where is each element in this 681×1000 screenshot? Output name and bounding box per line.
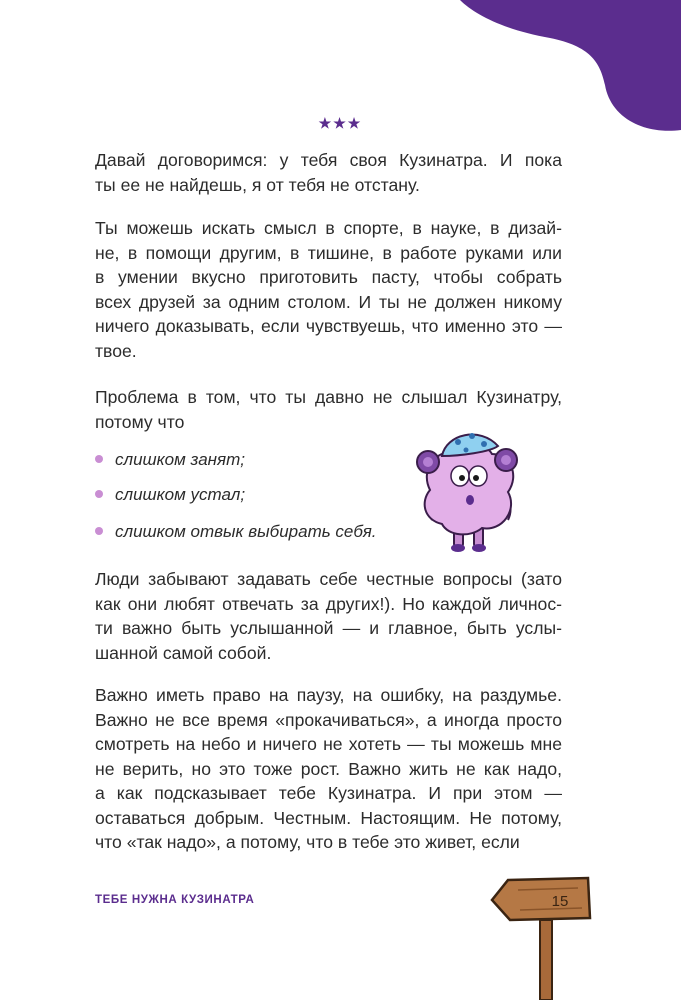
text-line: как они любят отвечать за других!). Но каждой личнос-	[95, 593, 562, 614]
bullet-dot-icon	[95, 527, 103, 535]
paragraph-honest-questions	[95, 567, 562, 665]
text-line: ти важно быть услышанной — и главное, быть услы-	[95, 618, 562, 638]
text-line: не, в помощи другим, в тишине, в работе руками или	[95, 242, 562, 263]
text-line: смотреть на небо и ничего не хотеть — ты можешь мне	[95, 734, 562, 754]
page-number: 15	[551, 893, 569, 910]
text-line: Важно иметь право на паузу, на ошибку, на раздумье.	[95, 685, 562, 705]
text-line: в умении вкусно приготовить пасту, чтобы собрать	[95, 267, 562, 287]
text-line: твое.	[95, 340, 137, 361]
paragraph-search-meaning	[95, 216, 562, 363]
text-line: Ты можешь искать смысл в спорте, в науке, в дизай-	[95, 218, 562, 238]
text-line: шанной самой собой.	[95, 642, 272, 663]
running-footer-title: ТЕБЕ НУЖНА КУЗИНАТРА	[95, 894, 255, 906]
list-item: слишком устал;	[95, 485, 245, 505]
text-line: а как подсказывает тебе Кузинатра. И при этом —	[95, 783, 562, 803]
text-line: оставаться добрым. Честным. Настоящим. Не потому,	[95, 807, 562, 828]
text-line: Люди забывают задавать себе честные вопросы (зато	[95, 569, 562, 589]
wooden-signpost-icon	[488, 870, 598, 1000]
section-separator-stars: ★★★	[318, 115, 363, 131]
text-line: не верить, но это тоже рост. Важно жить не как надо,	[95, 758, 562, 779]
bullet-dot-icon	[95, 490, 103, 498]
sheep-character-icon	[410, 420, 530, 555]
text-line: Важно не все время «прокачиваться», а иногда просто	[95, 709, 562, 730]
text-line: ничего доказывать, если чувствуешь, что именно это —	[95, 316, 562, 336]
text-line: Давай договоримся: у тебя своя Кузинатра. И пока	[95, 150, 562, 170]
text-line: потому что	[95, 411, 185, 432]
paragraph-right-to-pause	[95, 683, 562, 855]
text-line: ты ее не найдешь, я от тебя не отстану.	[95, 174, 420, 195]
text-line: что «так надо», а потому, что в тебе это живет, если	[95, 832, 520, 852]
text-line: всех друзей за одним столом. И ты не должен никому	[95, 291, 562, 312]
list-item: слишком занят;	[95, 450, 245, 470]
list-item: слишком отвык выбирать себя.	[95, 522, 377, 542]
text-line: Проблема в том, что ты давно не слышал Кузинатру,	[95, 387, 562, 407]
paragraph-agreement	[95, 148, 562, 197]
bullet-dot-icon	[95, 455, 103, 463]
